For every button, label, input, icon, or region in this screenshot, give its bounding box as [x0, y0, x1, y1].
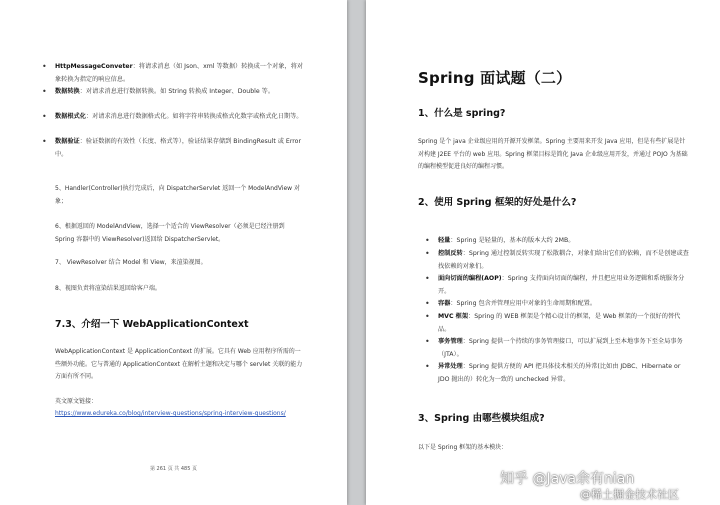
benefit-item: • 异常处理：Spring 提供方便的 API 把具体技术相关的异常(比如由 JDBC、Hibernate or JDO 抛出的）转化为一致的 unchecked 异常。	[425, 362, 681, 383]
juejin-watermark: @稀土掘金技术社区	[580, 488, 679, 501]
step-5-text: 5、Handler(Controller)执行完成后，向 DispatcherServlet 返回一个 ModelAndView 对象；	[55, 185, 300, 205]
step-8-text: 8、视图负责将渲染结果返回给客户端。	[55, 285, 161, 292]
benefit-item: • MVC 框架：Spring 的 WEB 框架是个精心设计的框架，是 Web 框架的一个很好的替代品。	[425, 312, 681, 333]
step-6-text: 6、根据返回的 ModelAndView，选择一个适合的 ViewResolver（必须是已经注册到 Spring 容器中的 ViewResolver)返回给 DispatcherServlet。	[55, 223, 285, 243]
question-1-title: 1、什么是 spring?	[418, 108, 506, 119]
section-body: WebApplicationContext 是 ApplicationContext 的扩展。它具有 Web 应用程序所需的一些额外功能。它与普通的 ApplicationContext 在解析主题和决定与哪个 servlet 关联的能力方面有所不同。	[55, 348, 303, 380]
step-7-text: 7、 ViewResolver 结合 Model 和 View，来渲染视图。	[55, 259, 207, 266]
page-title: Spring 面试题（二）	[418, 69, 572, 87]
bullet-item: • HttpMessageConveter：将请求消息（如 Json、xml 等数据）转换成一个对象，将对象转换为指定的响应信息。	[42, 62, 304, 83]
bullet-item: • 数据验证：验证数据的有效性（长度、格式等），验证结果存储到 BindingResult 或 Error 中。	[42, 137, 302, 158]
right-document-page	[366, 0, 720, 505]
zhihu-watermark: 知乎 @Java余有nian	[500, 471, 635, 487]
benefit-item: • 控制反转：Spring 通过控制反转实现了松散耦合，对象们给出它们的依赖，而不是创建或查找依赖的对象们。	[425, 249, 689, 270]
benefit-item: • 事务管理：Spring 提供一个持续的事务管理接口，可以扩展到上至本地事务下至全局事务（JTA）。	[425, 337, 683, 358]
section-title: 7.3、介绍一下 WebApplicationContext	[55, 319, 249, 330]
question-2-title: 2、使用 Spring 框架的好处是什么?	[418, 197, 577, 208]
source-url-link[interactable]: https://www.edureka.co/blog/interview-questions/spring-interview-questions/	[55, 410, 286, 417]
left-document-page	[0, 0, 347, 505]
benefit-item: • 面向切面的编程(AOP)：Spring 支持面向切面的编程，并且把应用业务逻辑和系统服务分开。	[425, 274, 685, 295]
bullet-item: • 数据根式化：对请求消息进行数据格式化。如将字符串转换成格式化数字或格式化日期等。	[42, 112, 303, 121]
question-1-body: Spring 是个 java 企业级应用的开源开发框架。Spring 主要用来开发 Java 应用，但是有些扩展是针对构建 J2EE 平台的 web 应用。Spring 框架目标是简化 Java 企业级应用开发，并通过 POJO 为基础的编程模型促进良好的编程习惯。	[418, 138, 688, 170]
source-label: 英文原文链接：	[55, 398, 98, 405]
benefit-item: • 轻量：Spring 是轻量的，基本的版本大约 2MB。	[425, 236, 575, 245]
question-3-intro: 以下是 Spring 框架的基本模块：	[418, 444, 508, 451]
benefit-item: • 容器：Spring 包含并管理应用中对象的生命周期和配置。	[425, 299, 597, 308]
bullet-item: • 数据转换：对请求消息进行数据转换。如 String 转换成 Integer、Double 等。	[42, 87, 275, 96]
page-footer: 第 261 页 共 485 页	[149, 466, 198, 472]
question-3-title: 3、Spring 由哪些模块组成?	[418, 413, 545, 424]
